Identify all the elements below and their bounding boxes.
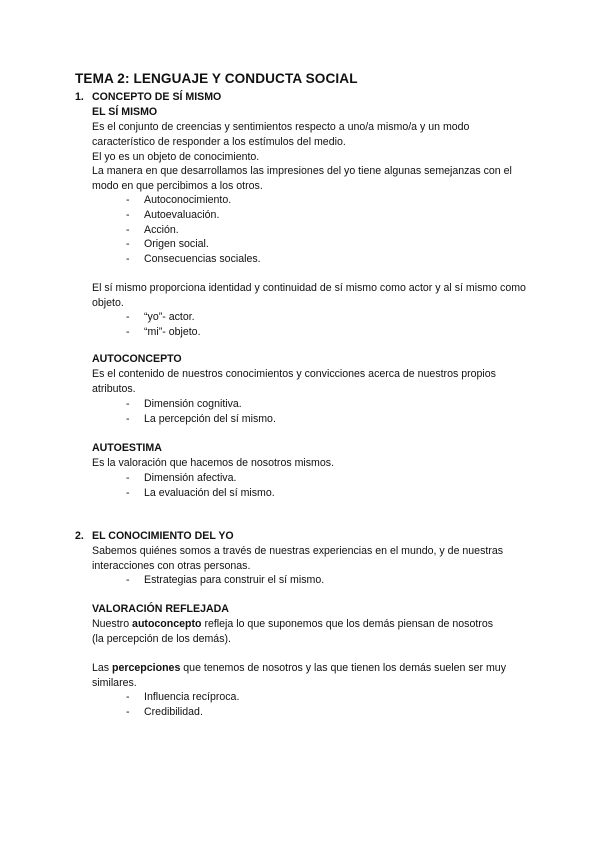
- section-2-heading: [75, 529, 234, 544]
- list-item: - Acción.: [126, 223, 261, 238]
- section-1-number: 1.: [75, 91, 84, 103]
- paragraph-autoconcepto-definition: Es el contenido de nuestros conocimientos y convicciones acerca de nuestros propios atributos.: [92, 368, 496, 395]
- paragraph-si-mismo-definition: Es el conjunto de creencias y sentimientos respecto a uno/a mismo/a y un modo característico de responder a los estímulos del medio.: [92, 121, 470, 148]
- list-yo-mi: [126, 310, 201, 340]
- paragraph-impresiones-yo: La manera en que desarrollamos las impresiones del yo tiene algunas semejanzas con el modo en que percibimos a los otros.: [92, 165, 512, 192]
- list-autoestima: [126, 471, 275, 501]
- list-estrategias: [126, 573, 324, 588]
- list-item: - Autoevaluación.: [126, 208, 261, 223]
- list-item: - La evaluación del sí mismo.: [126, 486, 275, 501]
- text-fragment: Las: [92, 662, 113, 674]
- list-valoracion: [126, 690, 239, 720]
- text-fragment: (la percepción de los demás).: [92, 632, 231, 645]
- list-item: - Dimensión cognitiva.: [126, 397, 276, 412]
- list-autoconcepto: [126, 397, 276, 427]
- section-1-title: CONCEPTO DE SÍ MISMO: [92, 91, 222, 103]
- page-title: TEMA 2: LENGUAJE Y CONDUCTA SOCIAL: [75, 71, 358, 86]
- paragraph-valoracion-reflejada: [92, 617, 532, 647]
- subheading-autoestima: AUTOESTIMA: [92, 442, 162, 454]
- text-fragment: refleja lo que suponemos que los demás piensan de nosotros: [201, 618, 494, 630]
- subheading-si-mismo: EL SÍ MISMO: [92, 106, 158, 118]
- list-item: - Credibilidad.: [126, 705, 239, 720]
- bold-term-percepciones: percepciones: [112, 662, 181, 674]
- section-2-title: EL CONOCIMIENTO DEL YO: [92, 530, 234, 542]
- paragraph-percepciones: [92, 661, 532, 691]
- list-item: - Autoconocimiento.: [126, 193, 261, 208]
- paragraph-autoestima-definition: Es la valoración que hacemos de nosotros mismos.: [92, 457, 335, 469]
- text-fragment: Nuestro: [92, 618, 133, 630]
- list-item: - Consecuencias sociales.: [126, 252, 261, 267]
- list-si-mismo-aspects: [126, 193, 261, 267]
- section-1-heading: [75, 90, 221, 105]
- list-item: - Dimensión afectiva.: [126, 471, 275, 486]
- paragraph-conocimiento-yo: Sabemos quiénes somos a través de nuestras experiencias en el mundo, y de nuestras interacciones con otras personas.: [92, 545, 504, 572]
- text-fragment: que tenemos de nosotros y las que tienen los demás suelen ser muy similares.: [92, 662, 506, 689]
- paragraph-yo-objeto: El yo es un objeto de conocimiento.: [92, 151, 260, 163]
- list-item: - “yo”- actor.: [126, 310, 201, 325]
- list-item: - “mi”- objeto.: [126, 325, 201, 340]
- subheading-autoconcepto: AUTOCONCEPTO: [92, 353, 182, 365]
- section-2-number: 2.: [75, 530, 84, 542]
- list-item: - Origen social.: [126, 237, 261, 252]
- subheading-valoracion-reflejada: VALORACIÓN REFLEJADA: [92, 603, 229, 615]
- list-item: - Estrategias para construir el sí mismo.: [126, 573, 324, 588]
- list-item: - La percepción del sí mismo.: [126, 412, 276, 427]
- paragraph-identidad-continuidad: El sí mismo proporciona identidad y continuidad de sí mismo como actor y al sí mismo como objeto.: [92, 282, 526, 309]
- bold-term-autoconcepto: autoconcepto: [132, 618, 202, 630]
- list-item: - Influencia recíproca.: [126, 690, 239, 705]
